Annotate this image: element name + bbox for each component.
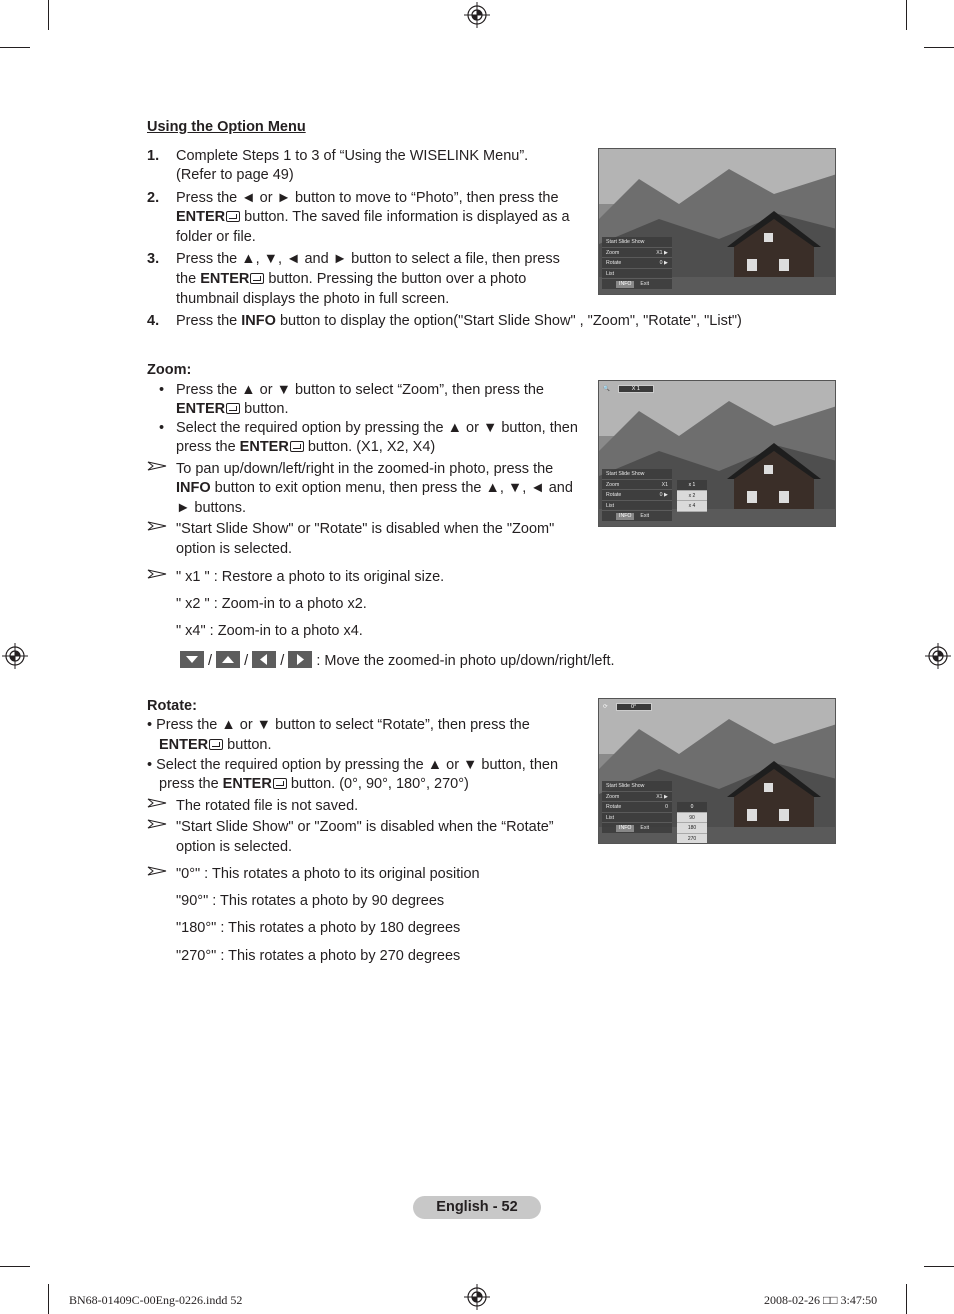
zoom-option[interactable]: x 2 <box>677 491 707 502</box>
text-rest: button. (0°, 90°, 180°, 270°) <box>286 776 469 792</box>
enter-label: ENTER <box>176 401 226 417</box>
osd-label: Zoom <box>606 793 620 800</box>
enter-icon <box>226 211 240 222</box>
bullet: • <box>159 382 165 398</box>
crop-mark <box>924 1266 954 1267</box>
osd-zoom-value: X1 <box>661 481 668 488</box>
osd-rotate-value: 0 <box>659 492 663 498</box>
osd-label: Rotate <box>606 804 622 810</box>
text-rest: button. <box>240 401 289 417</box>
rotate-90-text: "90°" : This rotates a photo by 90 degrees <box>176 893 445 909</box>
file-slug: BN68-01409C-00Eng-0226.indd 52 <box>69 1293 243 1307</box>
osd-label: List <box>606 270 615 277</box>
registration-mark-icon <box>925 643 951 669</box>
step-text: Complete Steps 1 to 3 of “Using the WISELINK Menu”. <box>176 148 529 164</box>
step-number: 1. <box>147 148 160 164</box>
rotate-title: Rotate: <box>147 698 197 714</box>
osd-info-key: INFO <box>616 825 634 832</box>
osd-value: X1 ▶ <box>656 249 668 256</box>
note-arrow-icon <box>147 461 167 471</box>
step-text-rest: button. The saved file information is displayed as a <box>240 209 570 225</box>
step-text <box>176 312 742 332</box>
zoom-indicator <box>603 385 654 394</box>
osd-zoom-value: X1 <box>656 793 663 800</box>
zoom-note-text: "Start Slide Show" or "Rotate" is disabled when the "Zoom" <box>176 521 555 537</box>
enter-label: ENTER <box>222 776 272 792</box>
zoom-bullet-text <box>176 400 289 420</box>
osd-value: 0 ▶ <box>659 492 668 498</box>
osd-list[interactable] <box>602 269 672 280</box>
bullet: • <box>159 420 165 436</box>
enter-label: ENTER <box>200 271 250 287</box>
zoom-note-text <box>176 479 573 499</box>
crop-mark <box>906 0 907 30</box>
right-arrow-button-icon <box>288 651 312 668</box>
osd-zoom[interactable] <box>602 480 672 491</box>
rotate-0-text: "0°" : This rotates a photo to its original position <box>176 866 480 882</box>
step-text <box>176 270 526 290</box>
crop-mark <box>48 0 49 30</box>
step-number: 3. <box>147 251 160 267</box>
zoom-x1-text: " x1 " : Restore a photo to its original size. <box>176 569 445 585</box>
enter-label: ENTER <box>159 737 209 753</box>
crop-mark <box>0 1266 30 1267</box>
zoom-x4-text: " x4" : Zoom-in to a photo x4. <box>176 623 363 639</box>
enter-icon <box>250 273 264 284</box>
rotate-option[interactable]: 180 <box>677 823 707 834</box>
osd-zoom-value: X1 <box>656 249 663 256</box>
crop-mark <box>906 1284 907 1314</box>
osd-list[interactable] <box>602 813 672 824</box>
rotate-icon: ⟳ <box>603 704 608 710</box>
slash: / <box>244 653 249 669</box>
osd-list[interactable] <box>602 501 672 512</box>
nav-buttons-line <box>180 651 615 672</box>
enter-icon <box>209 739 223 750</box>
move-text: : Move the zoomed-in photo up/down/right/left. <box>316 653 615 669</box>
crop-mark <box>48 1284 49 1314</box>
note-arrow-icon <box>147 819 167 829</box>
osd-zoom[interactable] <box>602 248 672 259</box>
enter-label: ENTER <box>176 209 226 225</box>
rotate-option[interactable]: 270 <box>677 834 707 845</box>
step-text: thumbnail displays the photo in full screen. <box>176 291 450 307</box>
step-text-rest: button. Pressing the button over a photo <box>264 271 527 287</box>
text-pre: press the <box>176 439 240 455</box>
option-menu-osd <box>602 469 672 521</box>
osd-label: Start Slide Show <box>606 783 645 789</box>
info-label: INFO <box>176 480 211 496</box>
left-arrow-button-icon <box>252 651 276 668</box>
osd-rotate-value: 0 <box>659 260 663 266</box>
osd-label: List <box>606 814 615 821</box>
step-text-pre: the <box>176 271 201 287</box>
up-arrow-button-icon <box>216 651 240 668</box>
rotate-bullet-text: • Select the required option by pressing the ▲ or ▼ button, then <box>147 757 559 773</box>
step-text: (Refer to page 49) <box>176 167 294 183</box>
step-text <box>176 208 570 228</box>
down-arrow-button-icon <box>180 651 204 668</box>
step-text: Press the ◄ or ► button to move to “Photo”, then press the <box>176 190 559 206</box>
registration-mark-icon <box>464 1284 490 1310</box>
rotate-bullet-text: • Press the ▲ or ▼ button to select “Rotate”, then press the <box>147 717 530 733</box>
osd-rotate[interactable] <box>602 258 672 269</box>
zoom-note-text: ► buttons. <box>176 500 246 516</box>
osd-label: Zoom <box>606 249 620 256</box>
zoom-bullet-text: Press the ▲ or ▼ button to select “Zoom”, then press the <box>176 382 545 398</box>
photo-screenshot-option-menu <box>598 148 836 295</box>
slash: / <box>280 653 285 669</box>
rotate-note-text: option is selected. <box>176 839 293 855</box>
photo-screenshot-zoom <box>598 380 836 527</box>
section-heading: Using the Option Menu <box>147 119 306 135</box>
osd-info-key: INFO <box>616 513 634 520</box>
osd-label: Zoom <box>606 481 620 488</box>
registration-mark-icon <box>2 643 28 669</box>
text-pre: press the <box>159 776 223 792</box>
step-text: Press the ▲, ▼, ◄ and ► button to select a file, then press <box>176 251 560 267</box>
text-rest: button. (X1, X2, X4) <box>303 439 436 455</box>
osd-label: Start Slide Show <box>606 471 645 477</box>
osd-start-slide-show[interactable] <box>602 469 672 480</box>
osd-exit[interactable]: Exit <box>640 825 650 831</box>
rotate-270-text: "270°" : This rotates a photo by 270 degrees <box>176 948 461 964</box>
enter-icon <box>226 403 240 414</box>
osd-rotate[interactable] <box>602 490 672 501</box>
osd-start-slide-show[interactable] <box>602 237 672 248</box>
step-text-pre: Press the <box>176 313 242 329</box>
zoom-option[interactable]: x 1 <box>677 480 707 491</box>
osd-label: Start Slide Show <box>606 239 645 245</box>
option-menu-osd <box>602 237 672 289</box>
rotate-angle-box: 0° <box>616 703 652 711</box>
info-label: INFO <box>241 313 276 329</box>
rotate-submenu <box>677 802 707 844</box>
note-arrow-icon <box>147 866 167 876</box>
zoom-bullet-text <box>176 438 435 458</box>
step-text: folder or file. <box>176 229 256 245</box>
osd-label: List <box>606 502 615 509</box>
osd-label: Rotate <box>606 492 622 498</box>
rotate-bullet-text <box>159 775 469 795</box>
osd-info-key: INFO <box>616 281 634 288</box>
osd-exit[interactable]: Exit <box>640 513 650 519</box>
page-number-badge: English - 52 <box>413 1196 541 1219</box>
osd-start-slide-show[interactable] <box>602 781 672 792</box>
osd-exit[interactable]: Exit <box>640 281 650 287</box>
magnifier-icon: 🔍 <box>603 386 610 392</box>
photo-screenshot-rotate <box>598 698 836 844</box>
zoom-submenu <box>677 480 707 512</box>
osd-rotate[interactable] <box>602 802 672 813</box>
step-number: 4. <box>147 313 160 329</box>
osd-footer <box>602 279 672 289</box>
rotate-option[interactable]: 0 <box>677 802 707 813</box>
rotate-bullet-text <box>159 736 272 756</box>
osd-label: Rotate <box>606 260 622 266</box>
enter-icon <box>290 441 304 452</box>
osd-footer <box>602 823 672 833</box>
text-rest: button to exit option menu, then press the ▲, ▼, ◄ and <box>210 480 573 496</box>
zoom-level-box: X 1 <box>618 385 654 393</box>
note-arrow-icon <box>147 521 167 531</box>
osd-zoom[interactable] <box>602 792 672 803</box>
note-arrow-icon <box>147 798 167 808</box>
rotate-180-text: "180°" : This rotates a photo by 180 degrees <box>176 920 461 936</box>
enter-label: ENTER <box>239 439 289 455</box>
rotate-option[interactable]: 90 <box>677 813 707 824</box>
zoom-note-text: To pan up/down/left/right in the zoomed-in photo, press the <box>176 461 554 477</box>
registration-mark-icon <box>464 2 490 28</box>
date-slug: 2008-02-26 □□ 3:47:50 <box>764 1293 878 1307</box>
option-menu-osd <box>602 781 672 833</box>
rotate-note-text: "Start Slide Show" or "Zoom" is disabled when the “Rotate” <box>176 819 554 835</box>
rotate-note-text: The rotated file is not saved. <box>176 798 359 814</box>
zoom-x2-text: " x2 " : Zoom-in to a photo x2. <box>176 596 367 612</box>
crop-mark <box>0 47 30 48</box>
crop-mark <box>924 47 954 48</box>
rotate-indicator <box>603 703 652 712</box>
zoom-title: Zoom: <box>147 362 192 378</box>
slash: / <box>208 653 213 669</box>
osd-footer <box>602 511 672 521</box>
osd-value: 0 ▶ <box>659 260 668 266</box>
text-rest: button. <box>223 737 272 753</box>
zoom-option[interactable]: x 4 <box>677 501 707 512</box>
enter-icon <box>273 778 287 789</box>
osd-value: X1 ▶ <box>656 793 668 800</box>
osd-rotate-value: 0 <box>665 804 668 810</box>
zoom-bullet-text: Select the required option by pressing the ▲ or ▼ button, then <box>176 420 578 436</box>
step-number: 2. <box>147 190 160 206</box>
note-arrow-icon <box>147 569 167 579</box>
zoom-note-text: option is selected. <box>176 541 293 557</box>
step-text-rest: button to display the option("Start Slide Show" , "Zoom", "Rotate", "List") <box>275 313 742 329</box>
